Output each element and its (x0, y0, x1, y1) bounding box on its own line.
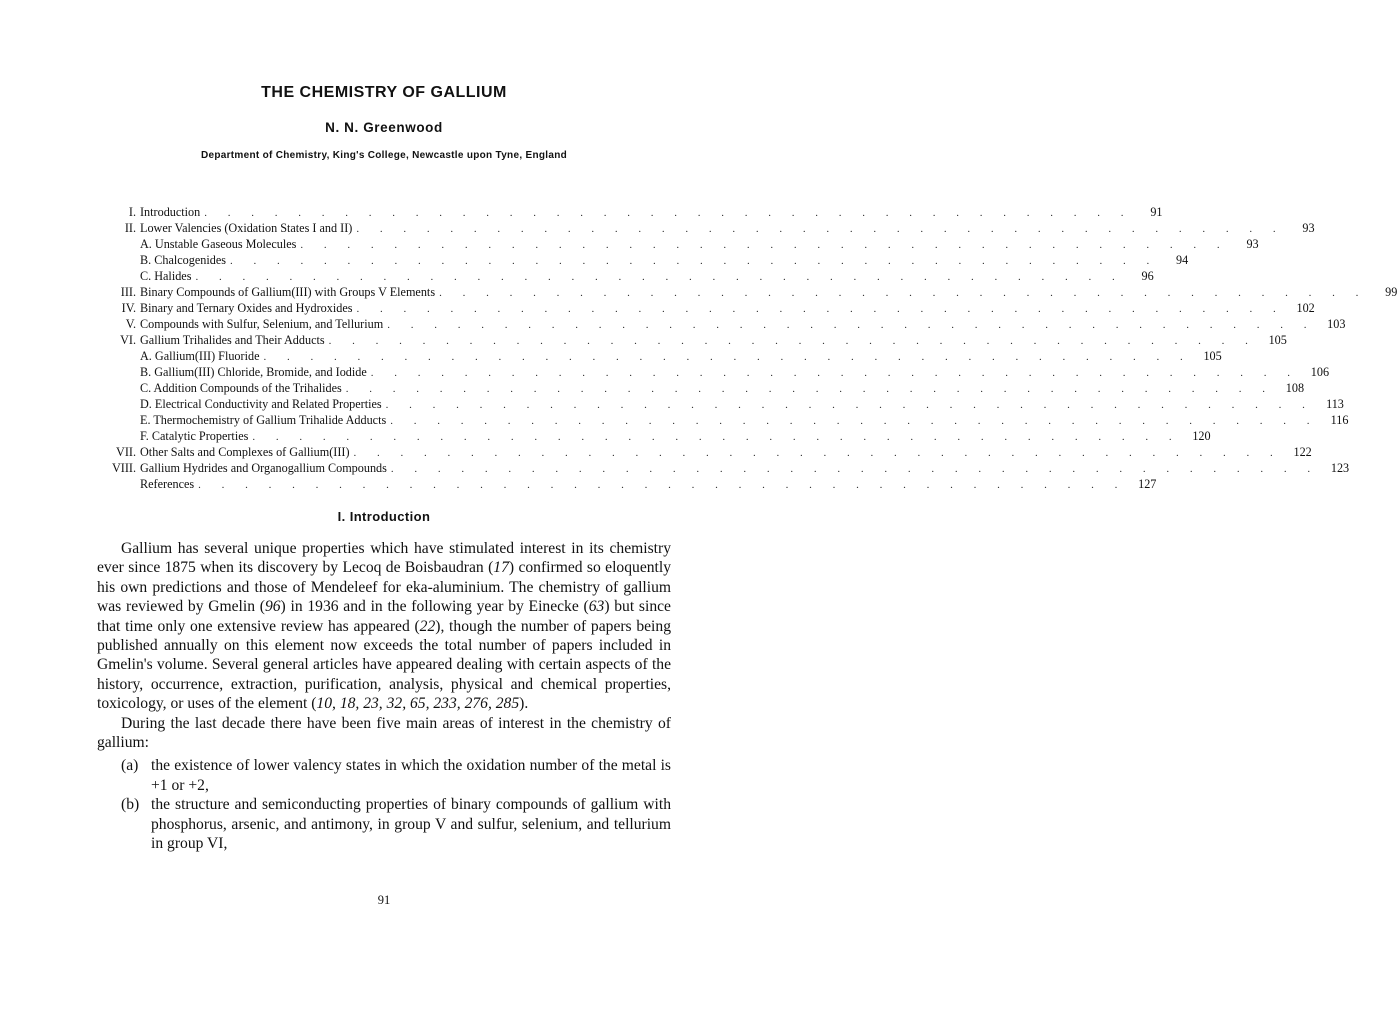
toc-entry-title: Compounds with Sulfur, Selenium, and Tellurium (140, 317, 384, 331)
toc-entry-title: A. Gallium(III) Fluoride (140, 349, 260, 363)
toc-leader-dots: . . . . . . . . . . . . . . . . . . . . . . . . . . . . . . . . . . . . . . . . (390, 463, 1320, 475)
toc-entry-page: 91 (1150, 205, 1163, 219)
toc-entry (96, 332, 1287, 348)
toc-leader-dots: . . . . . . . . . . . . . . . . . . . . . . . . . . . . . . . . . . . . . . . . (370, 367, 1300, 379)
toc-entry-page: 96 (1141, 269, 1154, 283)
toc-entry-page: 93 (1302, 221, 1315, 235)
toc-entry (96, 252, 1189, 268)
toc-entry-page: 113 (1326, 397, 1344, 411)
toc-leader-dots: . . . . . . . . . . . . . . . . . . . . . . . . . . . . . . . . . . . . . . . . (252, 431, 1181, 443)
toc-entry-title: A. Unstable Gaseous Molecules (140, 237, 297, 251)
toc-entry-number: VI. (120, 333, 136, 347)
toc-leader-dots: . . . . . . . . . . . . . . . . . . . . . . . . . . . . . . . . . . . . . . . . (198, 479, 1127, 491)
list-label: (b) (121, 796, 140, 814)
toc-entry-page: 106 (1310, 365, 1330, 379)
toc-entry (96, 316, 1346, 332)
page-number: 91 (377, 893, 391, 907)
toc-leader-dots: . . . . . . . . . . . . . . . . . . . . . . . . . . . . . . . . . . . . . . . . (229, 255, 1159, 267)
toc-leader-dots: . . . . . . . . . . . . . . . . . . . . . . . . . . . . . . . . . . . . . . . . (353, 447, 1282, 459)
toc-entry-title: Binary and Ternary Oxides and Hydroxides (140, 301, 353, 315)
author-name: N. N. Greenwood (325, 120, 443, 135)
toc-entry-title: Lower Valencies (Oxidation States I and II) (140, 221, 353, 235)
toc-leader-dots: . . . . . . . . . . . . . . . . . . . . . . . . . . . . . . . . . . . . . . . . (263, 351, 1192, 363)
toc-entry-page: 93 (1246, 237, 1259, 251)
toc-entry-page: 116 (1330, 413, 1349, 427)
toc-entry-page: 123 (1330, 461, 1350, 475)
toc-entry (96, 412, 1349, 428)
toc-entry-title: E. Thermochemistry of Gallium Trihalide Adducts (140, 413, 387, 427)
toc-entry-page: 108 (1285, 381, 1305, 395)
toc-entry (96, 380, 1305, 396)
toc-entry-number: III. (120, 285, 136, 299)
toc-leader-dots: . . . . . . . . . . . . . . . . . . . . . . . . . . . . . . . . . . . . . . . . (439, 287, 1368, 299)
toc-entry (96, 300, 1315, 316)
citation: 96 (264, 598, 281, 616)
toc-entry-number: IV. (121, 301, 136, 315)
toc-entry-page: 127 (1138, 477, 1157, 491)
author-affiliation: Department of Chemistry, King's College, Newcastle upon Tyne, England (200, 150, 568, 161)
toc-leader-dots: . . . . . . . . . . . . . . . . . . . . . . . . . . . . . . . . . . . . . . . . (328, 335, 1257, 347)
toc-entry-page: 105 (1268, 333, 1287, 347)
toc-entry-title: D. Electrical Conductivity and Related Properties (140, 397, 382, 411)
toc-leader-dots: . . . . . . . . . . . . . . . . . . . . . . . . . . . . . . . . . . . . . . . . (300, 239, 1229, 251)
toc-entry (96, 284, 1397, 300)
list-text: the structure and semiconducting properties of binary compounds of gallium with phosphorus, arsenic, and antimony, in group V and sulfur, selenium, and tellurium in group VI, (151, 796, 671, 853)
toc-entry (96, 220, 1315, 236)
toc-entry-page: 103 (1327, 317, 1346, 331)
list-item (121, 756, 671, 795)
toc-leader-dots: . . . . . . . . . . . . . . . . . . . . . . . . . . . . . . . . . . . . . . . . (204, 207, 1133, 219)
toc-entry-title: Binary Compounds of Gallium(III) with Groups V Elements (140, 285, 436, 299)
toc-entry-title: B. Chalcogenides (140, 253, 226, 267)
toc-entry-page: 94 (1176, 253, 1189, 267)
toc-leader-dots: . . . . . . . . . . . . . . . . . . . . . . . . . . . . . . . . . . . . . . . . (356, 303, 1285, 315)
toc-leader-dots: . . . . . . . . . . . . . . . . . . . . . . . . . . . . . . . . . . . . . . . . (345, 383, 1275, 395)
toc-entry (96, 428, 1211, 444)
paragraph-1: Gallium has several unique properties which have stimulated interest in its chemistry ever since 1875 when its discovery by Lecoq de Boisbaudran (17) confirmed so eloquently his own predictions and those of Mendeleef for eka-aluminium. The chemistry of gallium was reviewed by Gmelin (96) in 1936 and in the following year by Einecke (63) but since that time only one extensive review has appeared (22), though the number of papers being published annually on this element now exceeds the total number of papers included in Gmelin's volume. Several general articles have appeared dealing with certain aspects of the history, occurrence, extraction, purification, analysis, physical and chemical properties, toxicology, or uses of the element (10, 18, 23, 32, 65, 233, 276, 285). (97, 540, 671, 713)
toc-entry-page: 122 (1293, 445, 1312, 459)
table-of-contents (96, 204, 1397, 492)
toc-entry (96, 476, 1157, 492)
toc-leader-dots: . . . . . . . . . . . . . . . . . . . . . . . . . . . . . . . . . . . . . . . . (390, 415, 1319, 427)
list-text: the existence of lower valency states in which the oxidation number of the metal is +1 or +2, (151, 757, 671, 794)
toc-entry-title: References (140, 477, 195, 491)
toc-leader-dots: . . . . . . . . . . . . . . . . . . . . . . . . . . . . . . . . . . . . . . . . (195, 271, 1124, 283)
list-label: (a) (121, 757, 139, 775)
toc-entry (96, 444, 1312, 460)
toc-entry (96, 204, 1163, 220)
toc-entry (96, 236, 1259, 252)
toc-entry-number: VIII. (111, 461, 136, 475)
toc-entry-number: I. (128, 205, 136, 219)
toc-entry (96, 460, 1350, 476)
toc-entry-page: 99 (1385, 285, 1397, 299)
toc-entry-page: 120 (1192, 429, 1211, 443)
section-heading: I. Introduction (337, 509, 431, 524)
citation: 22 (419, 617, 436, 635)
toc-leader-dots: . . . . . . . . . . . . . . . . . . . . . . . . . . . . . . . . . . . . . . . . (387, 319, 1316, 331)
toc-entry-title: Introduction (140, 205, 201, 219)
toc-entry-title: F. Catalytic Properties (140, 429, 249, 443)
toc-entry-number: VII. (116, 445, 136, 459)
paragraph-2: During the last decade there have been five main areas of interest in the chemistry of gallium: (97, 714, 671, 752)
page-title: THE CHEMISTRY OF GALLIUM (261, 84, 507, 101)
toc-entry-title: Gallium Hydrides and Organogallium Compounds (140, 461, 387, 475)
citation: 63 (588, 598, 605, 616)
toc-entry-page: 102 (1296, 301, 1315, 315)
toc-entry (96, 364, 1330, 380)
toc-entry-title: Other Salts and Complexes of Gallium(III) (140, 445, 350, 459)
toc-entry (96, 396, 1344, 412)
toc-entry-title: C. Halides (140, 269, 192, 283)
interest-list (97, 756, 671, 853)
citation: 10, 18, 23, 32, 65, 233, 276, 285 (316, 695, 520, 713)
toc-entry (96, 268, 1154, 284)
toc-entry-title: C. Addition Compounds of the Trihalides (140, 381, 342, 395)
toc-entry-page: 105 (1203, 349, 1222, 363)
toc-entry (96, 348, 1222, 364)
toc-entry-title: B. Gallium(III) Chloride, Bromide, and Iodide (140, 365, 367, 379)
body-text (97, 539, 671, 854)
citation: 17 (493, 559, 509, 577)
toc-leader-dots: . . . . . . . . . . . . . . . . . . . . . . . . . . . . . . . . . . . . . . . . (385, 399, 1314, 411)
toc-entry-number: V. (125, 317, 136, 331)
toc-entry-title: Gallium Trihalides and Their Adducts (140, 333, 325, 347)
list-item (121, 795, 671, 853)
toc-entry-number: II. (124, 221, 136, 235)
toc-leader-dots: . . . . . . . . . . . . . . . . . . . . . . . . . . . . . . . . . . . . . . . . (356, 223, 1285, 235)
